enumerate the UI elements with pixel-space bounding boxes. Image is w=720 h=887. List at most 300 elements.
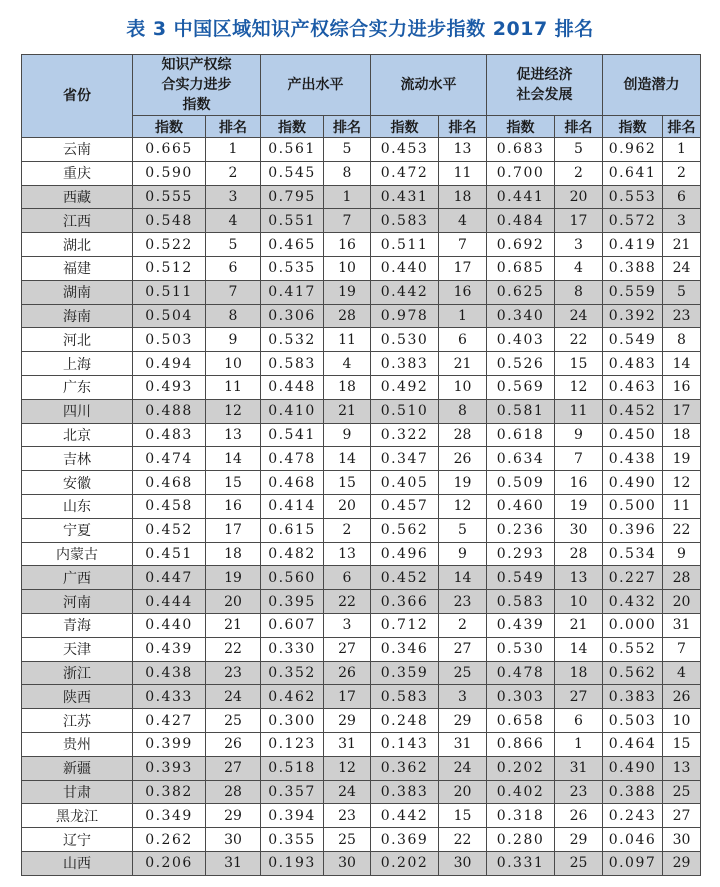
rank-cell: 30 xyxy=(555,518,603,542)
index-cell: 0.490 xyxy=(603,756,663,780)
index-cell: 0.483 xyxy=(133,423,206,447)
index-cell: 0.340 xyxy=(487,304,555,328)
rank-cell: 22 xyxy=(324,590,371,614)
province-cell: 贵州 xyxy=(22,732,133,756)
index-cell: 0.494 xyxy=(133,352,206,376)
rank-cell: 26 xyxy=(206,732,261,756)
index-cell: 0.450 xyxy=(603,423,663,447)
index-cell: 0.532 xyxy=(261,328,324,352)
index-cell: 0.541 xyxy=(261,423,324,447)
rank-cell: 24 xyxy=(439,756,487,780)
rank-cell: 2 xyxy=(439,613,487,637)
index-cell: 0.388 xyxy=(603,256,663,280)
header-creative-potential: 创造潜力 xyxy=(603,55,701,116)
rank-cell: 8 xyxy=(206,304,261,328)
rank-cell: 19 xyxy=(555,494,603,518)
index-cell: 0.303 xyxy=(487,685,555,709)
rank-cell: 29 xyxy=(555,828,603,852)
index-cell: 0.683 xyxy=(487,138,555,162)
subheader-rank: 排名 xyxy=(206,116,261,138)
province-cell: 河北 xyxy=(22,328,133,352)
index-cell: 0.347 xyxy=(371,447,439,471)
table-row xyxy=(22,209,701,233)
index-cell: 0.331 xyxy=(487,851,555,875)
table-row xyxy=(22,828,701,852)
table-row xyxy=(22,494,701,518)
index-cell: 0.553 xyxy=(603,185,663,209)
index-cell: 0.500 xyxy=(603,494,663,518)
index-cell: 0.618 xyxy=(487,423,555,447)
index-cell: 0.330 xyxy=(261,637,324,661)
rank-cell: 1 xyxy=(324,185,371,209)
rank-cell: 19 xyxy=(206,566,261,590)
rank-cell: 10 xyxy=(324,256,371,280)
rank-cell: 21 xyxy=(324,399,371,423)
table-row xyxy=(22,685,701,709)
index-cell: 0.478 xyxy=(261,447,324,471)
index-cell: 0.227 xyxy=(603,566,663,590)
province-cell: 甘肃 xyxy=(22,780,133,804)
rank-cell: 5 xyxy=(555,138,603,162)
index-cell: 0.464 xyxy=(603,732,663,756)
index-cell: 0.866 xyxy=(487,732,555,756)
table-row xyxy=(22,566,701,590)
index-cell: 0.457 xyxy=(371,494,439,518)
rank-cell: 4 xyxy=(555,256,603,280)
table-row xyxy=(22,423,701,447)
rank-cell: 29 xyxy=(324,709,371,733)
subheader-rank: 排名 xyxy=(324,116,371,138)
rank-cell: 21 xyxy=(555,613,603,637)
province-cell: 内蒙古 xyxy=(22,542,133,566)
rank-cell: 30 xyxy=(439,851,487,875)
index-cell: 0.405 xyxy=(371,471,439,495)
rank-cell: 12 xyxy=(439,494,487,518)
rank-cell: 16 xyxy=(206,494,261,518)
index-cell: 0.236 xyxy=(487,518,555,542)
table-row xyxy=(22,328,701,352)
index-cell: 0.402 xyxy=(487,780,555,804)
rank-cell: 6 xyxy=(324,566,371,590)
rank-cell: 7 xyxy=(555,447,603,471)
province-cell: 山西 xyxy=(22,851,133,875)
table-row xyxy=(22,851,701,875)
index-cell: 0.206 xyxy=(133,851,206,875)
province-cell: 新疆 xyxy=(22,756,133,780)
index-cell: 0.383 xyxy=(603,685,663,709)
rank-cell: 25 xyxy=(663,780,701,804)
index-cell: 0.488 xyxy=(133,399,206,423)
index-cell: 0.511 xyxy=(371,233,439,257)
index-cell: 0.243 xyxy=(603,804,663,828)
rank-cell: 14 xyxy=(206,447,261,471)
index-cell: 0.427 xyxy=(133,709,206,733)
rank-cell: 3 xyxy=(439,685,487,709)
rank-cell: 10 xyxy=(663,709,701,733)
rank-cell: 30 xyxy=(324,851,371,875)
index-cell: 0.549 xyxy=(487,566,555,590)
province-cell: 天津 xyxy=(22,637,133,661)
rank-cell: 27 xyxy=(324,637,371,661)
rank-cell: 4 xyxy=(324,352,371,376)
header-output-level: 产出水平 xyxy=(261,55,371,116)
rank-cell: 11 xyxy=(439,161,487,185)
rank-cell: 31 xyxy=(555,756,603,780)
rank-cell: 17 xyxy=(555,209,603,233)
index-cell: 0.504 xyxy=(133,304,206,328)
rank-cell: 21 xyxy=(663,233,701,257)
rank-cell: 9 xyxy=(324,423,371,447)
table-row xyxy=(22,447,701,471)
province-cell: 海南 xyxy=(22,304,133,328)
rank-cell: 31 xyxy=(439,732,487,756)
rank-cell: 7 xyxy=(206,280,261,304)
index-cell: 0.318 xyxy=(487,804,555,828)
subheader-rank: 排名 xyxy=(555,116,603,138)
table-body xyxy=(22,138,701,876)
province-cell: 四川 xyxy=(22,399,133,423)
index-cell: 0.512 xyxy=(133,256,206,280)
rank-cell: 22 xyxy=(439,828,487,852)
index-cell: 0.583 xyxy=(261,352,324,376)
table-row xyxy=(22,185,701,209)
rank-cell: 2 xyxy=(206,161,261,185)
subheader-rank: 排名 xyxy=(663,116,701,138)
rank-cell: 10 xyxy=(555,590,603,614)
index-cell: 0.468 xyxy=(261,471,324,495)
index-cell: 0.452 xyxy=(371,566,439,590)
index-cell: 0.399 xyxy=(133,732,206,756)
index-cell: 0.472 xyxy=(371,161,439,185)
header-econ-social: 促进经济社会发展 xyxy=(487,55,603,116)
index-cell: 0.685 xyxy=(487,256,555,280)
index-cell: 0.483 xyxy=(603,352,663,376)
subheader-index: 指数 xyxy=(261,116,324,138)
rank-cell: 1 xyxy=(663,138,701,162)
rank-cell: 9 xyxy=(206,328,261,352)
rank-cell: 2 xyxy=(324,518,371,542)
subheader-index: 指数 xyxy=(603,116,663,138)
index-cell: 0.615 xyxy=(261,518,324,542)
rank-cell: 8 xyxy=(324,161,371,185)
rank-cell: 21 xyxy=(439,352,487,376)
index-cell: 0.431 xyxy=(371,185,439,209)
table-row xyxy=(22,375,701,399)
rank-cell: 12 xyxy=(206,399,261,423)
header-province: 省份 xyxy=(22,55,133,138)
index-cell: 0.492 xyxy=(371,375,439,399)
province-cell: 安徽 xyxy=(22,471,133,495)
province-cell: 青海 xyxy=(22,613,133,637)
rank-cell: 25 xyxy=(324,828,371,852)
index-cell: 0.359 xyxy=(371,661,439,685)
province-cell: 宁夏 xyxy=(22,518,133,542)
index-cell: 0.465 xyxy=(261,233,324,257)
rank-cell: 9 xyxy=(663,542,701,566)
rank-cell: 6 xyxy=(663,185,701,209)
rank-cell: 12 xyxy=(324,756,371,780)
rank-cell: 15 xyxy=(439,804,487,828)
index-cell: 0.000 xyxy=(603,613,663,637)
index-cell: 0.439 xyxy=(487,613,555,637)
rank-cell: 26 xyxy=(439,447,487,471)
rank-cell: 24 xyxy=(324,780,371,804)
rank-cell: 28 xyxy=(663,566,701,590)
index-cell: 0.551 xyxy=(261,209,324,233)
index-cell: 0.460 xyxy=(487,494,555,518)
index-cell: 0.658 xyxy=(487,709,555,733)
subheader-rank: 排名 xyxy=(439,116,487,138)
index-cell: 0.452 xyxy=(603,399,663,423)
rank-cell: 22 xyxy=(663,518,701,542)
table-row xyxy=(22,613,701,637)
rank-cell: 10 xyxy=(439,375,487,399)
index-cell: 0.300 xyxy=(261,709,324,733)
rank-cell: 30 xyxy=(206,828,261,852)
index-cell: 0.490 xyxy=(603,471,663,495)
index-cell: 0.503 xyxy=(603,709,663,733)
rank-cell: 13 xyxy=(555,566,603,590)
rank-cell: 3 xyxy=(555,233,603,257)
index-cell: 0.097 xyxy=(603,851,663,875)
province-cell: 江苏 xyxy=(22,709,133,733)
index-cell: 0.518 xyxy=(261,756,324,780)
index-cell: 0.143 xyxy=(371,732,439,756)
rank-cell: 29 xyxy=(663,851,701,875)
index-cell: 0.549 xyxy=(603,328,663,352)
rank-cell: 11 xyxy=(555,399,603,423)
index-cell: 0.453 xyxy=(371,138,439,162)
index-cell: 0.046 xyxy=(603,828,663,852)
province-cell: 吉林 xyxy=(22,447,133,471)
province-cell: 北京 xyxy=(22,423,133,447)
index-cell: 0.383 xyxy=(371,352,439,376)
table-title: 表 3 中国区域知识产权综合实力进步指数 2017 排名 xyxy=(126,18,594,40)
rank-cell: 23 xyxy=(206,661,261,685)
index-cell: 0.468 xyxy=(133,471,206,495)
index-cell: 0.493 xyxy=(133,375,206,399)
table-row xyxy=(22,280,701,304)
index-cell: 0.692 xyxy=(487,233,555,257)
rank-cell: 7 xyxy=(663,637,701,661)
index-cell: 0.509 xyxy=(487,471,555,495)
table-row xyxy=(22,756,701,780)
index-cell: 0.355 xyxy=(261,828,324,852)
rank-cell: 25 xyxy=(206,709,261,733)
rank-cell: 31 xyxy=(324,732,371,756)
index-cell: 0.607 xyxy=(261,613,324,637)
index-cell: 0.346 xyxy=(371,637,439,661)
rank-cell: 6 xyxy=(439,328,487,352)
index-cell: 0.123 xyxy=(261,732,324,756)
index-cell: 0.590 xyxy=(133,161,206,185)
rank-cell: 28 xyxy=(324,304,371,328)
rank-cell: 18 xyxy=(206,542,261,566)
rank-cell: 15 xyxy=(324,471,371,495)
rank-cell: 21 xyxy=(206,613,261,637)
subheader-index: 指数 xyxy=(133,116,206,138)
rank-cell: 9 xyxy=(555,423,603,447)
rank-cell: 24 xyxy=(663,256,701,280)
table-row xyxy=(22,256,701,280)
rank-cell: 8 xyxy=(555,280,603,304)
rank-cell: 5 xyxy=(324,138,371,162)
rank-cell: 8 xyxy=(439,399,487,423)
index-cell: 0.641 xyxy=(603,161,663,185)
index-cell: 0.700 xyxy=(487,161,555,185)
index-cell: 0.534 xyxy=(603,542,663,566)
index-cell: 0.262 xyxy=(133,828,206,852)
province-cell: 黑龙江 xyxy=(22,804,133,828)
table-row xyxy=(22,233,701,257)
table-row xyxy=(22,471,701,495)
rank-cell: 4 xyxy=(439,209,487,233)
index-cell: 0.438 xyxy=(603,447,663,471)
rank-cell: 2 xyxy=(663,161,701,185)
index-cell: 0.392 xyxy=(603,304,663,328)
rank-cell: 4 xyxy=(663,661,701,685)
table-row xyxy=(22,399,701,423)
index-cell: 0.462 xyxy=(261,685,324,709)
index-cell: 0.444 xyxy=(133,590,206,614)
index-cell: 0.634 xyxy=(487,447,555,471)
rank-cell: 27 xyxy=(439,637,487,661)
index-cell: 0.369 xyxy=(371,828,439,852)
rank-cell: 4 xyxy=(206,209,261,233)
rank-cell: 30 xyxy=(663,828,701,852)
table-row xyxy=(22,732,701,756)
index-cell: 0.562 xyxy=(603,661,663,685)
index-cell: 0.562 xyxy=(371,518,439,542)
province-cell: 西藏 xyxy=(22,185,133,209)
index-cell: 0.322 xyxy=(371,423,439,447)
rank-cell: 20 xyxy=(663,590,701,614)
index-cell: 0.366 xyxy=(371,590,439,614)
index-cell: 0.248 xyxy=(371,709,439,733)
index-cell: 0.403 xyxy=(487,328,555,352)
rank-cell: 1 xyxy=(555,732,603,756)
index-cell: 0.439 xyxy=(133,637,206,661)
index-cell: 0.572 xyxy=(603,209,663,233)
index-cell: 0.396 xyxy=(603,518,663,542)
province-cell: 辽宁 xyxy=(22,828,133,852)
table-row xyxy=(22,138,701,162)
rank-cell: 18 xyxy=(439,185,487,209)
rank-cell: 3 xyxy=(324,613,371,637)
province-cell: 福建 xyxy=(22,256,133,280)
index-cell: 0.510 xyxy=(371,399,439,423)
index-cell: 0.545 xyxy=(261,161,324,185)
index-cell: 0.202 xyxy=(371,851,439,875)
index-cell: 0.395 xyxy=(261,590,324,614)
index-cell: 0.280 xyxy=(487,828,555,852)
index-cell: 0.484 xyxy=(487,209,555,233)
index-cell: 0.463 xyxy=(603,375,663,399)
rank-cell: 23 xyxy=(663,304,701,328)
index-cell: 0.503 xyxy=(133,328,206,352)
index-cell: 0.352 xyxy=(261,661,324,685)
rank-cell: 17 xyxy=(439,256,487,280)
index-cell: 0.414 xyxy=(261,494,324,518)
rank-cell: 26 xyxy=(555,804,603,828)
rank-cell: 1 xyxy=(439,304,487,328)
index-cell: 0.410 xyxy=(261,399,324,423)
rank-cell: 5 xyxy=(663,280,701,304)
province-cell: 广西 xyxy=(22,566,133,590)
table-row xyxy=(22,352,701,376)
rank-cell: 5 xyxy=(439,518,487,542)
index-cell: 0.440 xyxy=(133,613,206,637)
index-cell: 0.561 xyxy=(261,138,324,162)
rank-cell: 25 xyxy=(439,661,487,685)
rank-cell: 6 xyxy=(555,709,603,733)
rank-cell: 15 xyxy=(663,732,701,756)
rank-cell: 14 xyxy=(555,637,603,661)
index-cell: 0.438 xyxy=(133,661,206,685)
rank-cell: 15 xyxy=(206,471,261,495)
province-cell: 浙江 xyxy=(22,661,133,685)
index-cell: 0.193 xyxy=(261,851,324,875)
table-row xyxy=(22,304,701,328)
header-overall-index: 知识产权综合实力进步指数 xyxy=(133,55,261,116)
index-cell: 0.482 xyxy=(261,542,324,566)
rank-cell: 16 xyxy=(555,471,603,495)
rank-cell: 17 xyxy=(663,399,701,423)
index-cell: 0.560 xyxy=(261,566,324,590)
rank-cell: 11 xyxy=(663,494,701,518)
province-cell: 江西 xyxy=(22,209,133,233)
rank-cell: 1 xyxy=(206,138,261,162)
index-cell: 0.440 xyxy=(371,256,439,280)
index-cell: 0.452 xyxy=(133,518,206,542)
index-cell: 0.548 xyxy=(133,209,206,233)
province-cell: 湖北 xyxy=(22,233,133,257)
index-cell: 0.583 xyxy=(371,209,439,233)
index-cell: 0.442 xyxy=(371,280,439,304)
index-cell: 0.357 xyxy=(261,780,324,804)
rank-cell: 24 xyxy=(206,685,261,709)
rank-cell: 15 xyxy=(555,352,603,376)
index-cell: 0.535 xyxy=(261,256,324,280)
rank-cell: 12 xyxy=(663,471,701,495)
rank-cell: 19 xyxy=(663,447,701,471)
rank-cell: 3 xyxy=(206,185,261,209)
rank-cell: 6 xyxy=(206,256,261,280)
province-cell: 陕西 xyxy=(22,685,133,709)
index-cell: 0.458 xyxy=(133,494,206,518)
rank-cell: 18 xyxy=(663,423,701,447)
rank-cell: 19 xyxy=(324,280,371,304)
index-cell: 0.526 xyxy=(487,352,555,376)
index-cell: 0.433 xyxy=(133,685,206,709)
index-cell: 0.293 xyxy=(487,542,555,566)
province-cell: 上海 xyxy=(22,352,133,376)
index-cell: 0.522 xyxy=(133,233,206,257)
province-cell: 重庆 xyxy=(22,161,133,185)
rank-cell: 5 xyxy=(206,233,261,257)
index-cell: 0.349 xyxy=(133,804,206,828)
rank-cell: 12 xyxy=(555,375,603,399)
rank-cell: 18 xyxy=(555,661,603,685)
index-cell: 0.555 xyxy=(133,185,206,209)
rank-cell: 7 xyxy=(324,209,371,233)
index-cell: 0.712 xyxy=(371,613,439,637)
rank-cell: 8 xyxy=(663,328,701,352)
index-cell: 0.478 xyxy=(487,661,555,685)
rank-cell: 28 xyxy=(439,423,487,447)
index-cell: 0.306 xyxy=(261,304,324,328)
rank-cell: 14 xyxy=(663,352,701,376)
